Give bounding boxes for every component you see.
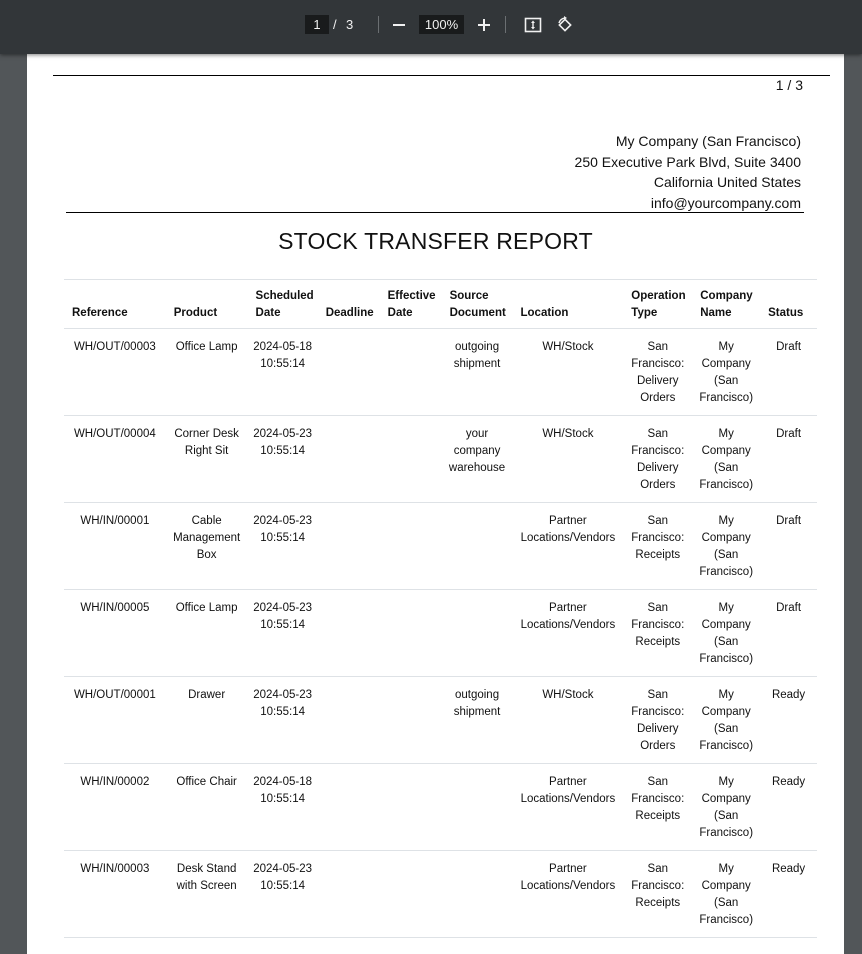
cell-operation-type: San Francisco: Receipts: [623, 590, 692, 677]
company-region: California United States: [653, 174, 801, 190]
col-scheduled-date: Scheduled Date: [248, 280, 318, 329]
cell-scheduled-date: 2024-05-23 10:55:14: [248, 503, 318, 590]
cell-source-document: [442, 851, 513, 938]
cell-reference: WH/OUT/00004: [64, 416, 166, 503]
cell-source-document: [442, 503, 513, 590]
zoom-level[interactable]: 100%: [419, 15, 464, 34]
cell-effective-date: [380, 677, 442, 764]
cell-status: Draft: [760, 329, 817, 416]
cell-scheduled-date: 2024-05-23 10:55:14: [248, 677, 318, 764]
cell-product: Office Lamp: [166, 329, 248, 416]
cell-status: Ready: [760, 677, 817, 764]
col-effective-date: Effective Date: [380, 280, 442, 329]
cell-deadline: [318, 503, 380, 590]
col-company-name: Company Name: [692, 280, 760, 329]
viewer-background-left: [0, 54, 27, 929]
cell-scheduled-date: 2024-05-18 10:55:14: [248, 764, 318, 851]
table-row: [64, 677, 817, 764]
cell-reference: WH/IN/00002: [64, 764, 166, 851]
col-product: Product: [166, 280, 248, 329]
table-row: [64, 503, 817, 590]
cell-deadline: [318, 764, 380, 851]
cell-status: Ready: [760, 851, 817, 938]
col-source-document: Source Document: [442, 280, 513, 329]
cell-company-name: My Company (San Francisco): [692, 764, 760, 851]
cell-effective-date: [380, 590, 442, 677]
table-body: [64, 329, 817, 938]
cell-deadline: [318, 329, 380, 416]
toolbar-divider: [378, 16, 379, 33]
cell-product: Desk Stand with Screen: [166, 851, 248, 938]
cell-scheduled-date: 2024-05-23 10:55:14: [248, 590, 318, 677]
cell-source-document: your company warehouse: [442, 416, 513, 503]
cell-company-name: My Company (San Francisco): [692, 329, 760, 416]
cell-product: Office Chair: [166, 764, 248, 851]
total-pages: 3: [346, 17, 354, 32]
fit-page-button[interactable]: [521, 13, 545, 37]
cell-operation-type: San Francisco: Delivery Orders: [623, 329, 692, 416]
pdf-toolbar: [0, 0, 862, 54]
cell-operation-type: San Francisco: Receipts: [623, 764, 692, 851]
cell-company-name: My Company (San Francisco): [692, 677, 760, 764]
page-indicator: 1 / 3: [775, 77, 803, 93]
cell-reference: WH/IN/00003: [64, 851, 166, 938]
company-street: 250 Executive Park Blvd, Suite 3400: [574, 153, 801, 170]
zoom-out-button[interactable]: [387, 13, 411, 37]
cell-scheduled-date: 2024-05-18 10:55:14: [248, 329, 318, 416]
cell-effective-date: [380, 416, 442, 503]
cell-location: WH/Stock: [513, 416, 624, 503]
cell-operation-type: San Francisco: Receipts: [623, 503, 692, 590]
cell-location: WH/Stock: [513, 329, 624, 416]
toolbar-divider: [505, 16, 506, 33]
cell-scheduled-date: 2024-05-23 10:55:14: [248, 851, 318, 938]
pdf-page: [27, 54, 844, 954]
cell-operation-type: San Francisco: Delivery Orders: [623, 416, 692, 503]
viewer-background-right: [844, 54, 862, 929]
table-row: [64, 590, 817, 677]
table-row: [64, 329, 817, 416]
cell-company-name: My Company (San Francisco): [692, 416, 760, 503]
cell-product: Corner Desk Right Sit: [166, 416, 248, 503]
cell-source-document: outgoing shipment: [442, 329, 513, 416]
table-row: [64, 851, 817, 938]
cell-product: Cable Management Box: [166, 503, 248, 590]
cell-effective-date: [380, 503, 442, 590]
col-reference: Reference: [64, 280, 166, 329]
address-rule: [66, 212, 804, 213]
cell-deadline: [318, 416, 380, 503]
minus-icon: [392, 18, 406, 32]
rotate-button[interactable]: [553, 13, 577, 37]
cell-reference: WH/IN/00005: [64, 590, 166, 677]
cell-operation-type: San Francisco: Receipts: [623, 851, 692, 938]
table-row: [64, 416, 817, 503]
col-deadline: Deadline: [318, 280, 380, 329]
company-address: [575, 131, 801, 213]
zoom-in-button[interactable]: [472, 13, 496, 37]
header-rule: [53, 75, 830, 76]
page-number-input[interactable]: [305, 15, 329, 34]
cell-status: Draft: [760, 416, 817, 503]
cell-effective-date: [380, 851, 442, 938]
rotate-icon: [556, 16, 574, 34]
cell-location: WH/Stock: [513, 677, 624, 764]
cell-reference: WH/OUT/00001: [64, 677, 166, 764]
cell-deadline: [318, 851, 380, 938]
cell-location: Partner Locations/Vendors: [513, 590, 624, 677]
cell-scheduled-date: 2024-05-23 10:55:14: [248, 416, 318, 503]
company-name: My Company (San Francisco): [615, 133, 801, 149]
page-separator: /: [333, 17, 337, 32]
cell-company-name: My Company (San Francisco): [692, 503, 760, 590]
cell-location: Partner Locations/Vendors: [513, 503, 624, 590]
cell-status: Draft: [760, 590, 817, 677]
cell-source-document: outgoing shipment: [442, 677, 513, 764]
plus-icon: [477, 18, 491, 32]
cell-operation-type: San Francisco: Delivery Orders: [623, 677, 692, 764]
cell-company-name: My Company (San Francisco): [692, 590, 760, 677]
cell-reference: WH/IN/00001: [64, 503, 166, 590]
cell-reference: WH/OUT/00003: [64, 329, 166, 416]
cell-status: Draft: [760, 503, 817, 590]
cell-effective-date: [380, 329, 442, 416]
stock-transfer-table: [64, 279, 817, 938]
cell-status: Ready: [760, 764, 817, 851]
table-row: [64, 764, 817, 851]
table-header-row: [64, 280, 817, 329]
cell-product: Office Lamp: [166, 590, 248, 677]
col-location: Location: [513, 280, 624, 329]
fit-to-page-icon: [524, 16, 542, 34]
cell-deadline: [318, 590, 380, 677]
cell-source-document: [442, 590, 513, 677]
company-email: info@yourcompany.com: [650, 194, 801, 211]
col-status: Status: [760, 280, 817, 329]
col-operation-type: Operation Type: [623, 280, 692, 329]
cell-company-name: My Company (San Francisco): [692, 851, 760, 938]
cell-location: Partner Locations/Vendors: [513, 764, 624, 851]
cell-location: Partner Locations/Vendors: [513, 851, 624, 938]
cell-source-document: [442, 764, 513, 851]
cell-effective-date: [380, 764, 442, 851]
cell-deadline: [318, 677, 380, 764]
cell-product: Drawer: [166, 677, 248, 764]
report-title: STOCK TRANSFER REPORT: [278, 228, 593, 254]
